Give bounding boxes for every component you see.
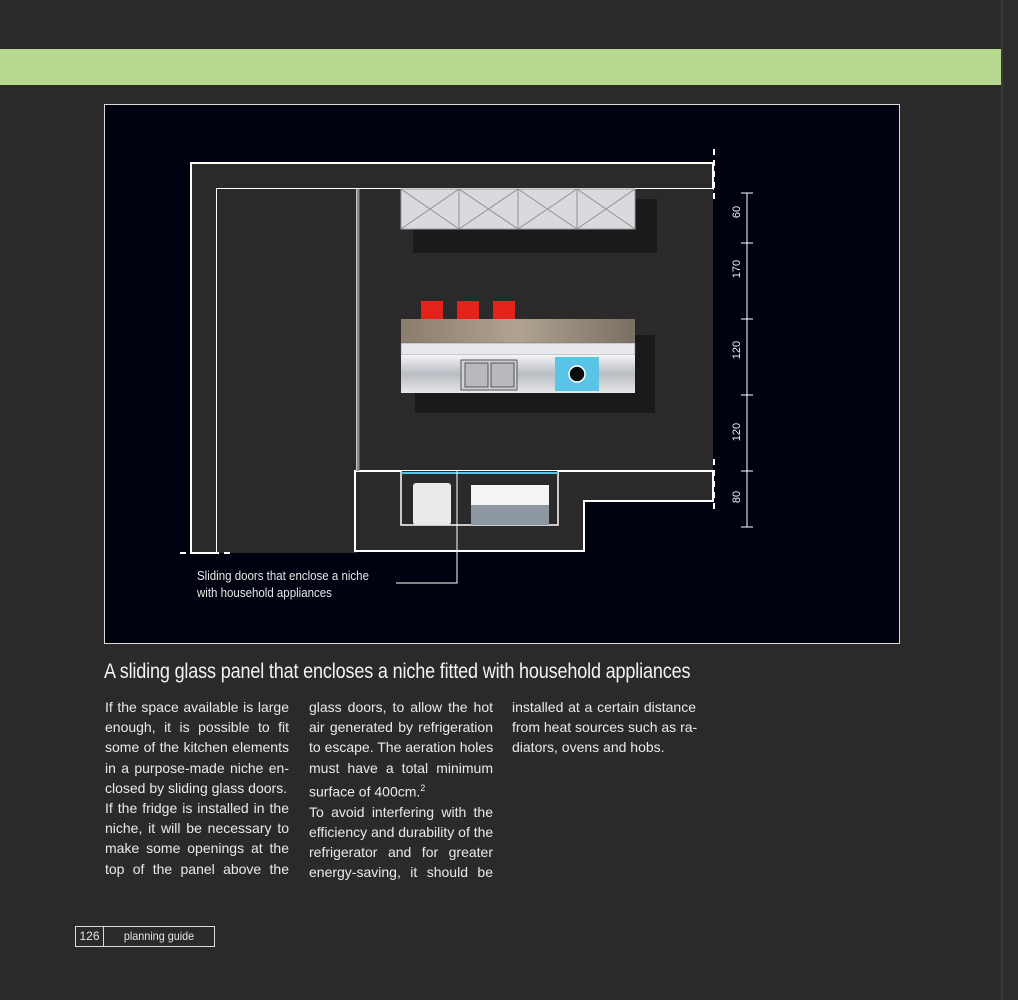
section-heading: A sliding glass panel that encloses a niche fitted with household appliances	[104, 660, 691, 683]
floor-plan-drawing	[105, 105, 899, 643]
body-line: If the fridge is installed in the	[105, 800, 289, 817]
body-line: energy-saving, it should be	[309, 864, 493, 881]
body-line: efficiency and durability of the	[309, 823, 494, 840]
page-edge-strip	[1003, 0, 1018, 1000]
body-line: to escape. The aeration holes	[309, 739, 494, 756]
body-line: must have a total minimum	[309, 759, 493, 776]
body-line: To avoid interfering with the	[309, 803, 493, 820]
kitchen-island	[401, 319, 635, 393]
body-line: air generated by refrigeration	[309, 719, 493, 736]
body-line: diators, ovens and hobs.	[512, 739, 665, 756]
body-line: installed at a certain distance	[512, 699, 696, 715]
body-column-3	[512, 697, 696, 758]
body-line: top of the panel above the	[105, 860, 289, 877]
area-text: surface of 400cm.	[309, 783, 421, 800]
footer-label: planning guide	[123, 929, 195, 943]
dimension-label-60: 60	[731, 205, 743, 219]
figure-callout	[197, 568, 369, 602]
page-number: 126	[76, 927, 104, 946]
body-line: closed by sliding glass doors.	[105, 779, 288, 796]
dimension-label-120a: 120	[731, 340, 743, 360]
dimension-label-120b: 120	[731, 422, 743, 442]
body-line: make some openings at the	[105, 840, 289, 857]
body-line: niche, it will be necessary to	[105, 820, 289, 837]
body-line: from heat sources such as ra-	[512, 719, 698, 736]
wall-units	[401, 189, 635, 229]
callout-line-1: Sliding doors that enclose a niche	[197, 569, 369, 583]
washing-machine	[413, 483, 451, 525]
dimension-label-170: 170	[731, 259, 743, 279]
dimension-label-80: 80	[731, 490, 743, 504]
bar-stools	[421, 301, 515, 319]
body-column-1	[105, 697, 289, 879]
body-line: enough, it is possible to fit	[105, 719, 289, 736]
header-band	[0, 49, 1003, 85]
body-line: refrigerator and for greater	[309, 844, 493, 861]
body-line: in a purpose-made niche en-	[105, 759, 289, 776]
body-column-2	[309, 697, 493, 882]
callout-line-2: with household appliances	[197, 586, 332, 600]
body-line: If the space available is large	[105, 699, 289, 715]
body-line: some of the kitchen elements	[105, 739, 289, 756]
body-line: glass doors, to allow the hot	[309, 699, 493, 715]
kitchen-floor-plan	[104, 104, 900, 644]
superscript-2: 2	[420, 782, 426, 793]
body-line-area	[309, 778, 493, 802]
page-footer	[75, 926, 215, 947]
